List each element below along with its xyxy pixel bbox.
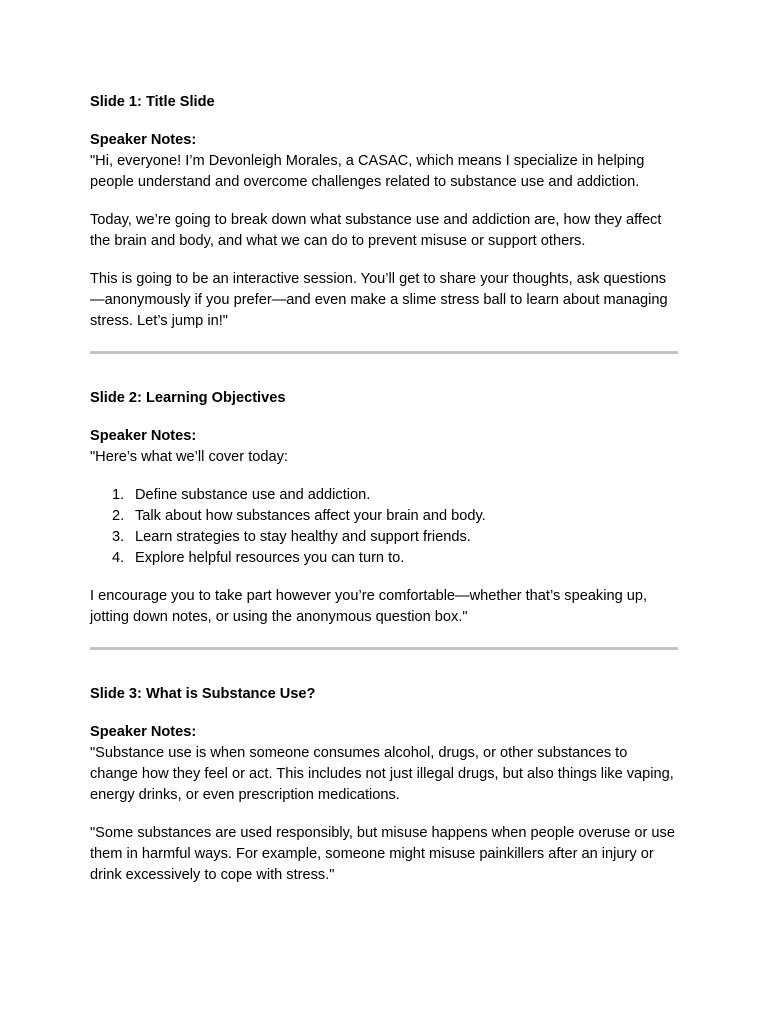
list-item-number: 3.: [112, 529, 125, 545]
document-page: [90, 92, 678, 886]
speaker-notes-paragraph: This is going to be an interactive session. You’ll get to share your thoughts, ask questions—anonymously if you prefer—and even make a slime stress ball to learn about managing stress. Let’s jump in!": [90, 271, 668, 329]
speaker-notes-paragraph: Today, we’re going to break down what substance use and addiction are, how they affect the brain and body, and what we can do to prevent misuse or support others.: [90, 212, 662, 249]
slide-title: Slide 1: Title Slide: [90, 94, 215, 110]
speaker-notes-intro: "Here’s what we’ll cover today:: [90, 449, 288, 465]
slide-1-section: [90, 92, 678, 332]
slide-title: Slide 3: What is Substance Use?: [90, 686, 316, 702]
list-item: [90, 506, 678, 527]
list-item-text: Learn strategies to stay healthy and support friends.: [135, 529, 471, 545]
section-divider: [90, 351, 678, 354]
speaker-notes-paragraph: I encourage you to take part however you’re comfortable—whether that’s speaking up, jotting down notes, or using the anonymous question box.": [90, 588, 648, 625]
slide-title: Slide 2: Learning Objectives: [90, 390, 286, 406]
list-item-number: 1.: [112, 487, 125, 503]
list-item: [90, 485, 678, 506]
list-item-number: 4.: [112, 550, 125, 566]
slide-2-section: [90, 388, 678, 628]
slide-3-section: [90, 684, 678, 886]
speaker-notes-label: Speaker Notes:: [90, 724, 197, 740]
section-divider: [90, 647, 678, 650]
speaker-notes-paragraph: "Hi, everyone! I’m Devonleigh Morales, a CASAC, which means I specialize in helping people understand and overcome challenges related to substance use and addiction.: [90, 153, 645, 190]
list-item-number: 2.: [112, 508, 125, 524]
speaker-notes-label: Speaker Notes:: [90, 132, 197, 148]
learning-objectives-list: [90, 485, 678, 569]
list-item-text: Talk about how substances affect your brain and body.: [135, 508, 486, 524]
list-item-text: Define substance use and addiction.: [135, 487, 371, 503]
list-item: [90, 548, 678, 569]
speaker-notes-paragraph: "Substance use is when someone consumes alcohol, drugs, or other substances to change how they feel or act. This includes not just illegal drugs, but also things like vaping, energy drinks, or even prescription medications.: [90, 745, 674, 803]
speaker-notes-paragraph: "Some substances are used responsibly, but misuse happens when people overuse or use them in harmful ways. For example, someone might misuse painkillers after an injury or drink excessively to cope with stress.": [90, 825, 675, 883]
list-item-text: Explore helpful resources you can turn to.: [135, 550, 405, 566]
list-item: [90, 527, 678, 548]
speaker-notes-label: Speaker Notes:: [90, 428, 197, 444]
